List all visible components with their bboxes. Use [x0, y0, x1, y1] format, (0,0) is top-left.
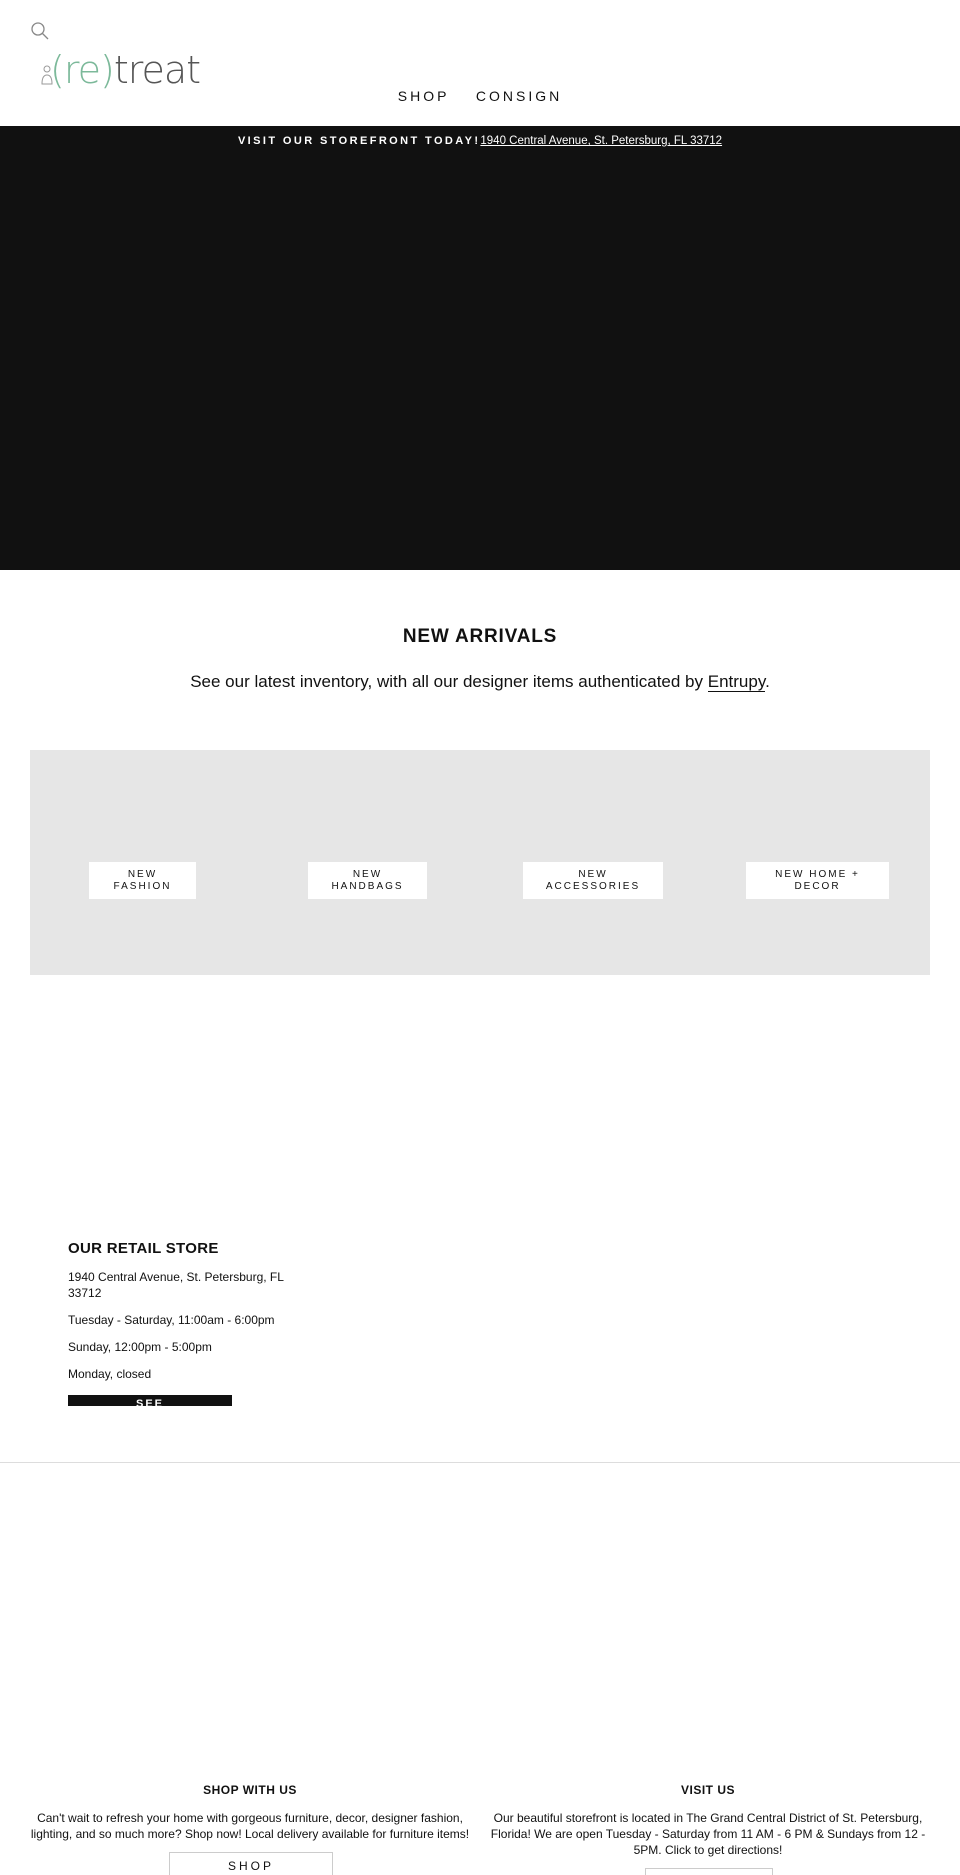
new-fashion-button[interactable]: NEW FASHION [89, 862, 196, 899]
store-see-button[interactable]: SEE [68, 1395, 232, 1406]
announcement-label: VISIT OUR STOREFRONT TODAY! [237, 135, 481, 147]
directions-button[interactable] [645, 1868, 773, 1875]
new-accessories-button[interactable]: NEW ACCESSORIES [523, 862, 663, 899]
entrupy-link[interactable]: Entrupy [707, 672, 766, 691]
announcement-bar [0, 135, 960, 147]
shop-button[interactable]: SHOP [169, 1852, 333, 1875]
new-arrivals-subtitle: See our latest inventory, with all our designer items authenticated by Entrupy. [190, 672, 770, 691]
visit-us-column [488, 1783, 928, 1858]
search-icon[interactable] [30, 21, 50, 41]
new-arrivals-title: NEW ARRIVALS [402, 626, 558, 647]
visit-us-text: Our beautiful storefront is located in The Grand Central District of St. Petersburg, Florida! We are open Tuesday - Saturday from 11 AM - 6 PM & Sundays from 12 - 5PM. Click to get directions! [490, 1811, 926, 1857]
retail-store-info [68, 1240, 318, 1393]
visit-us-title: VISIT US [680, 1783, 735, 1797]
main-nav [0, 88, 960, 106]
site-header [0, 0, 960, 126]
new-home-decor-button[interactable]: NEW HOME + DECOR [746, 862, 889, 899]
shop-with-us-column [30, 1783, 470, 1842]
nav-shop[interactable]: SHOP [397, 88, 450, 104]
section-divider [0, 1462, 960, 1463]
store-hours-weekday: Tuesday - Saturday, 11:00am - 6:00pm [68, 1313, 275, 1327]
store-address: 1940 Central Avenue, St. Petersburg, FL 33712 [68, 1270, 284, 1300]
collections-grid [30, 750, 930, 975]
shop-with-us-text: Can't wait to refresh your home with gorgeous furniture, decor, designer fashion, lighting, and so much more? Shop now! Local delivery available for furniture items! [30, 1811, 470, 1841]
site-logo[interactable] [38, 44, 201, 94]
store-hours-monday: Monday, closed [68, 1367, 152, 1381]
store-hours-sunday: Sunday, 12:00pm - 5:00pm [68, 1340, 212, 1354]
announcement-address-link[interactable]: 1940 Central Avenue, St. Petersburg, FL 33712 [480, 135, 723, 147]
hero-banner [0, 126, 960, 570]
retail-store-title: OUR RETAIL STORE [68, 1240, 219, 1257]
shop-with-us-title: SHOP WITH US [203, 1783, 297, 1797]
logo-wordmark: (re)treat [50, 48, 201, 92]
nav-consign[interactable]: CONSIGN [475, 88, 563, 104]
new-handbags-button[interactable]: NEW HANDBAGS [308, 862, 427, 899]
